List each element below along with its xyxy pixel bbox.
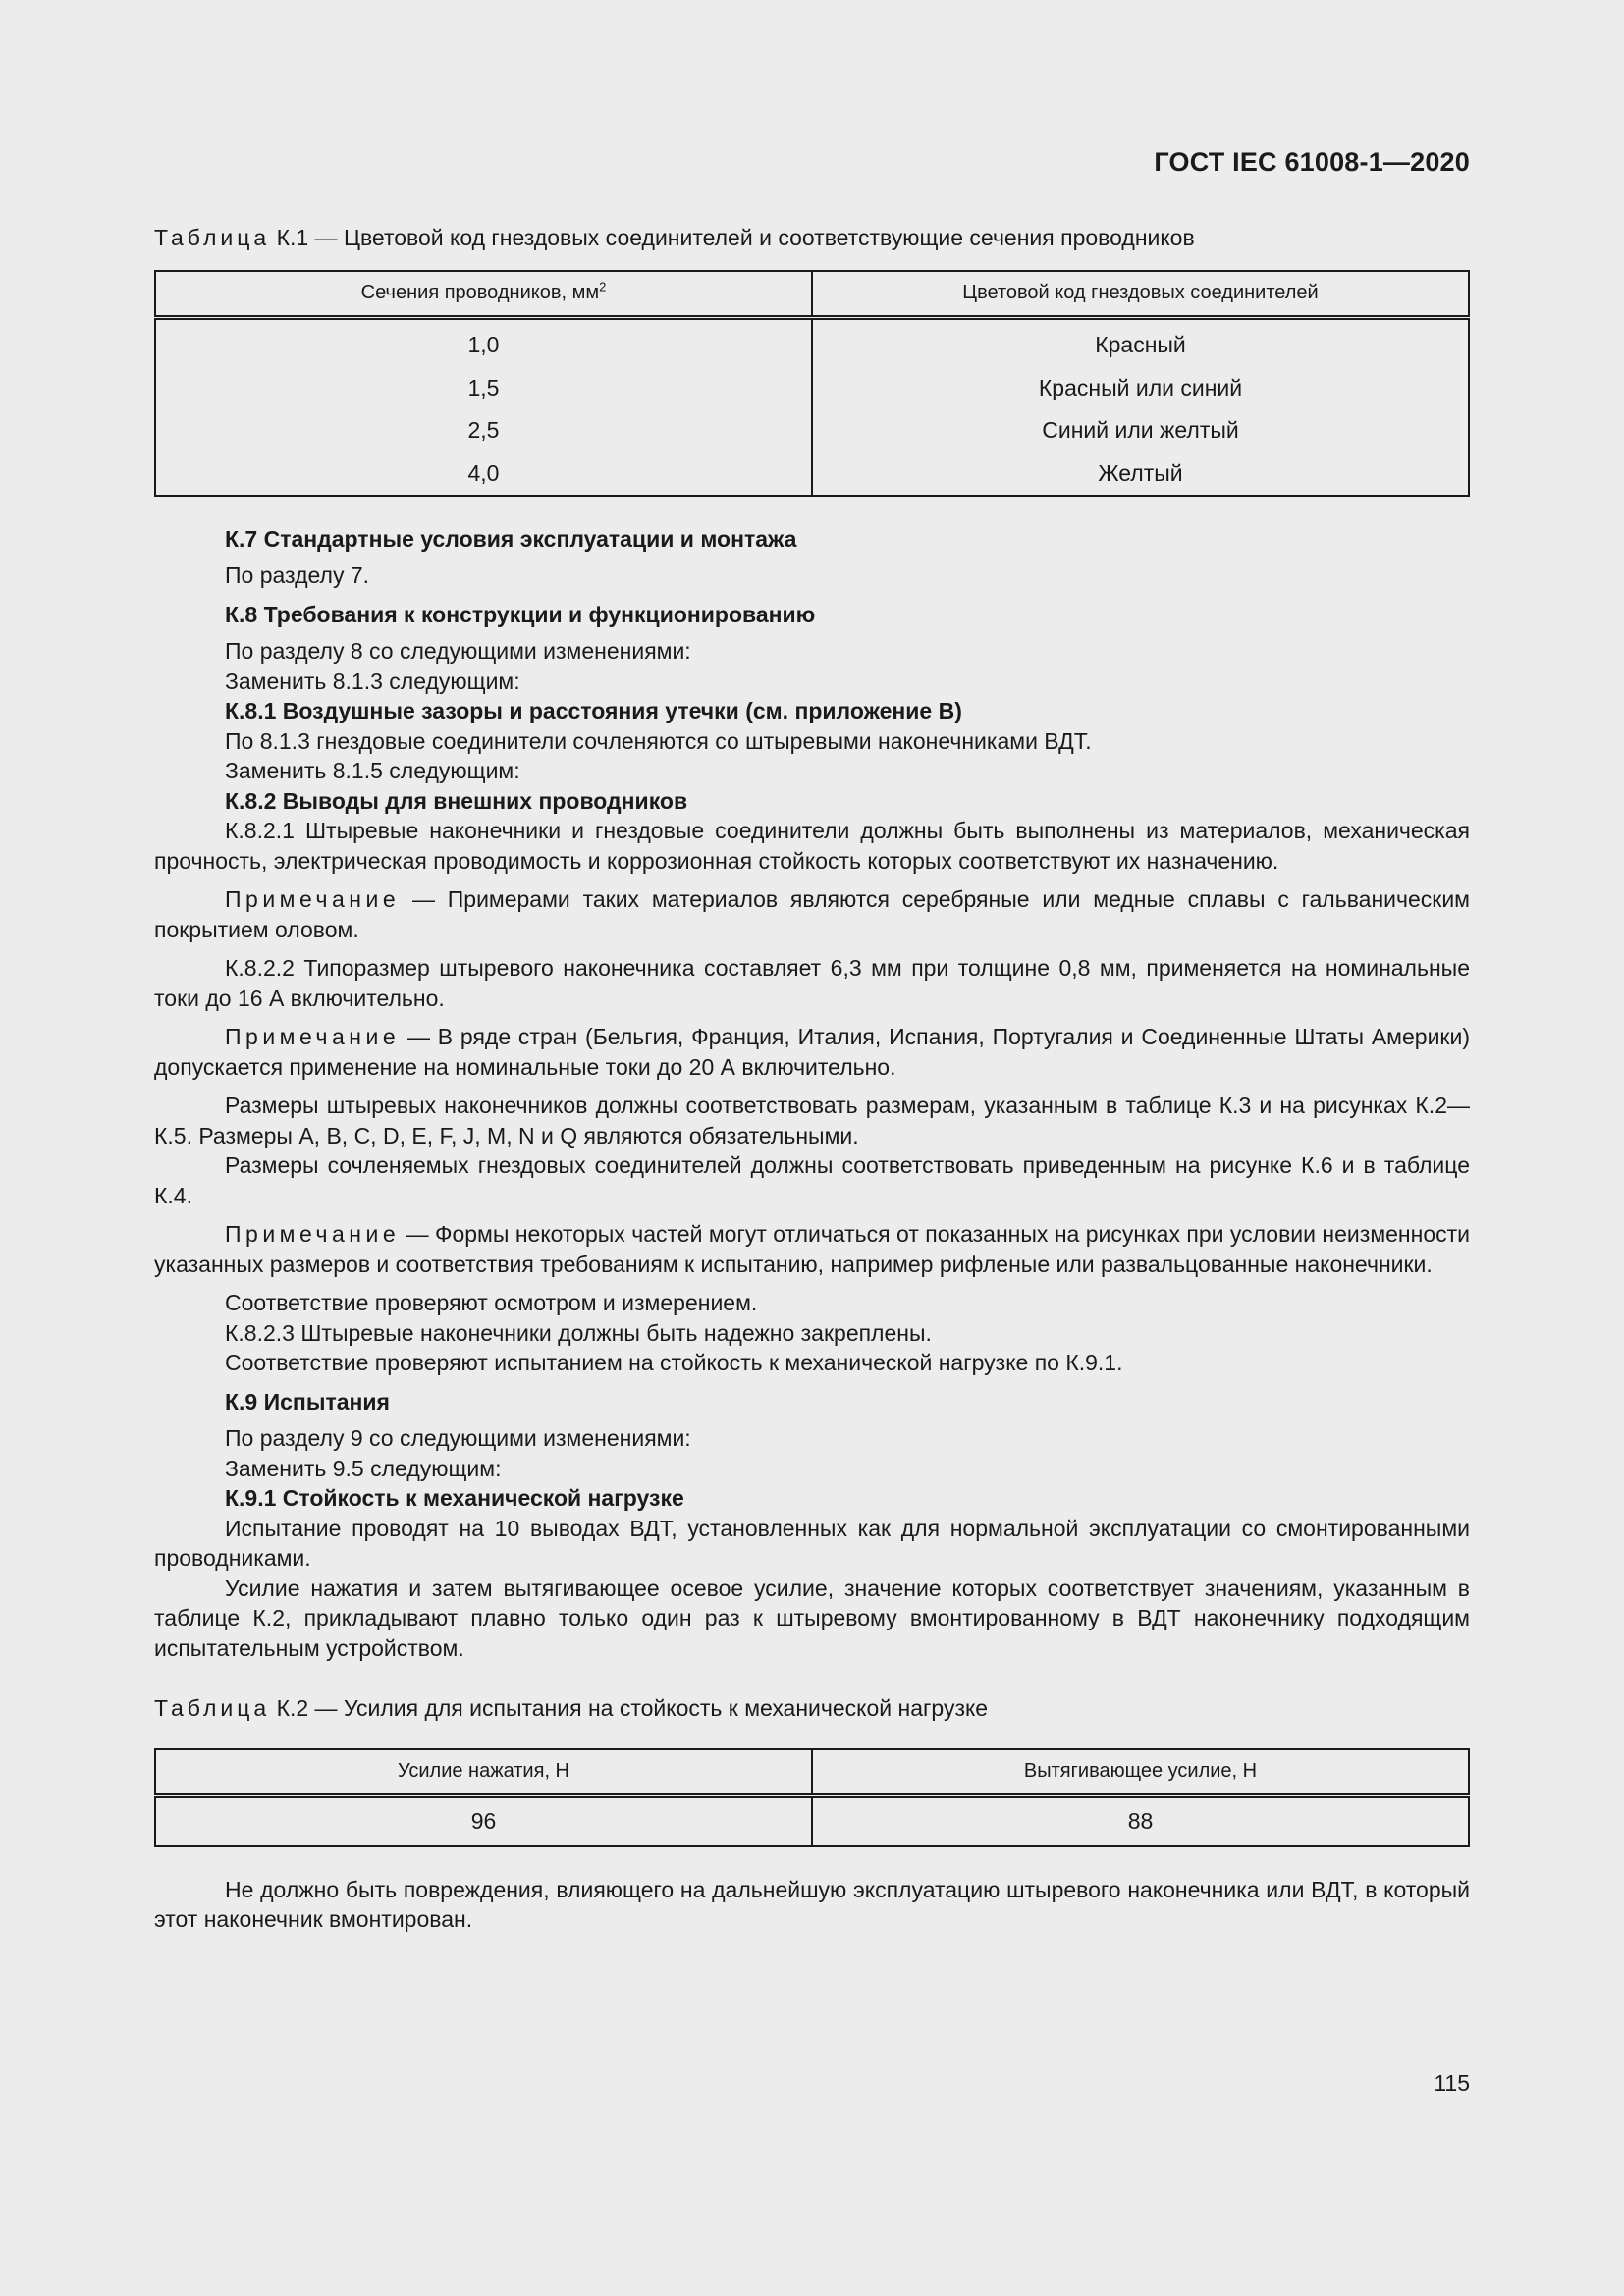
table-row	[155, 366, 1469, 409]
table2-col-pull-header: Вытягивающее усилие, Н	[812, 1749, 1469, 1796]
table1-caption-text: К.1 — Цветовой код гнездовых соединителей и соответствующие сечения проводников	[270, 225, 1195, 250]
page-content	[154, 223, 1470, 1935]
k822-paragraph: К.8.2.2 Типоразмер штыревого наконечника составляет 6,3 мм при толщине 0,8 мм, применяется на номинальные токи до 16 А включительно.	[154, 955, 1470, 1011]
note-1	[154, 884, 1470, 944]
page-number: 115	[1434, 2070, 1470, 2096]
k8-line-3: По 8.1.3 гнездовые соединители сочленяются со штыревыми наконечниками ВДТ.	[225, 727, 1092, 754]
note-1-text: — Примерами таких материалов являются серебряные или медные сплавы с гальваническим покрытием оловом.	[154, 886, 1470, 942]
table1-caption	[154, 223, 1470, 253]
note-3-text: — Формы некоторых частей могут отличаться от показанных на рисунках при условии неизменности указанных размеров и соответствия требованиям к испытанию, например рифленые или развальцованные наконечники.	[154, 1221, 1470, 1277]
note-label: Примечание	[225, 1221, 401, 1247]
dims-paragraph-1: Размеры штыревых наконечников должны соответствовать размерам, указанным в таблице К.3 и на рисунках К.2—К.5. Размеры A, B, C, D, E, F, J, M, N и Q являются обязательными.	[154, 1093, 1470, 1148]
table2-caption	[154, 1693, 1470, 1724]
k8-heading: К.8 Требования к конструкции и функционированию	[225, 601, 816, 627]
k82-heading: К.8.2 Выводы для внешних проводников	[225, 787, 688, 814]
check-paragraph-2: Соответствие проверяют испытанием на стойкость к механической нагрузке по К.9.1.	[225, 1350, 1123, 1375]
table-row	[155, 452, 1469, 496]
k823-paragraph: К.8.2.3 Штыревые наконечники должны быть надежно закреплены.	[225, 1319, 932, 1346]
table-row	[155, 317, 1469, 366]
color-cell: Красный	[812, 317, 1469, 366]
final-paragraph: Не должно быть повреждения, влияющего на дальнейшую эксплуатацию штыревого наконечника или ВДТ, в который этот наконечник вмонтирован.	[154, 1876, 1470, 1932]
table-test-forces	[154, 1748, 1470, 1847]
pull-force-cell: 88	[812, 1795, 1469, 1846]
dims-paragraph-2: Размеры сочленяемых гнездовых соединителей должны соответствовать приведенным на рисунке К.6 и в таблице К.4.	[154, 1152, 1470, 1208]
table-color-codes	[154, 270, 1470, 497]
table2-col-push-header: Усилие нажатия, Н	[155, 1749, 812, 1796]
k7-text: По разделу 7.	[225, 562, 370, 588]
table-row	[155, 1795, 1469, 1846]
color-cell: Синий или желтый	[812, 409, 1469, 453]
table2-caption-text: К.2 — Усилия для испытания на стойкость к механической нагрузке	[270, 1695, 989, 1721]
k9-heading: К.9 Испытания	[225, 1388, 390, 1415]
k8-line-4: Заменить 8.1.5 следующим:	[225, 758, 520, 783]
k9-line-1: По разделу 9 со следующими изменениями:	[225, 1425, 691, 1451]
k91-heading: К.9.1 Стойкость к механической нагрузке	[225, 1485, 684, 1511]
section-cell: 1,0	[155, 317, 812, 366]
note-label: Примечание	[225, 886, 401, 912]
check-paragraph-1: Соответствие проверяют осмотром и измерением.	[225, 1290, 758, 1315]
k7-heading: К.7 Стандартные условия эксплуатации и монтажа	[225, 525, 797, 552]
k9-paragraph-1: Испытание проводят на 10 выводах ВДТ, установленных как для нормальной эксплуатации со смонтированными проводниками.	[154, 1515, 1470, 1571]
color-cell: Желтый	[812, 452, 1469, 496]
k8-line-1: По разделу 8 со следующими изменениями:	[225, 638, 691, 664]
table2-caption-label: Таблица	[154, 1695, 271, 1721]
note-3	[154, 1219, 1470, 1279]
k81-heading: К.8.1 Воздушные зазоры и расстояния утечки (см. приложение B)	[225, 698, 962, 723]
table-row	[155, 409, 1469, 453]
section-cell: 1,5	[155, 366, 812, 409]
table1-col-color-header: Цветовой код гнездовых соединителей	[812, 271, 1469, 318]
color-cell: Красный или синий	[812, 366, 1469, 409]
k9-paragraph-2: Усилие нажатия и затем вытягивающее осевое усилие, значение которых соответствует значениям, указанным в таблице К.2, прикладывают плавно только один раз к штыревому вмонтированному в ВДТ наконечнику подходящим испытательным устройством.	[154, 1575, 1470, 1661]
table1-caption-label: Таблица	[154, 225, 271, 250]
document-standard-number: ГОСТ IEC 61008-1—2020	[1154, 147, 1470, 177]
k9-line-2: Заменить 9.5 следующим:	[225, 1455, 502, 1481]
section-cell: 2,5	[155, 409, 812, 453]
note-2	[154, 1022, 1470, 1082]
k8-line-2: Заменить 8.1.3 следующим:	[225, 667, 520, 694]
push-force-cell: 96	[155, 1795, 812, 1846]
section-cell: 4,0	[155, 452, 812, 496]
k821-paragraph: К.8.2.1 Штыревые наконечники и гнездовые соединители должны быть выполнены из материалов, механическая прочность, электрическая проводимость и коррозионная стойкость которых соответствуют их назначению.	[154, 818, 1470, 874]
table1-col-section-header: Сечения проводников, $мм^2$	[155, 271, 812, 318]
note-2-text: — В ряде стран (Бельгия, Франция, Италия, Испания, Португалия и Соединенные Штаты Америки) допускается применение на номинальные токи до 20 А включительно.	[154, 1024, 1470, 1080]
note-label: Примечание	[225, 1024, 401, 1049]
